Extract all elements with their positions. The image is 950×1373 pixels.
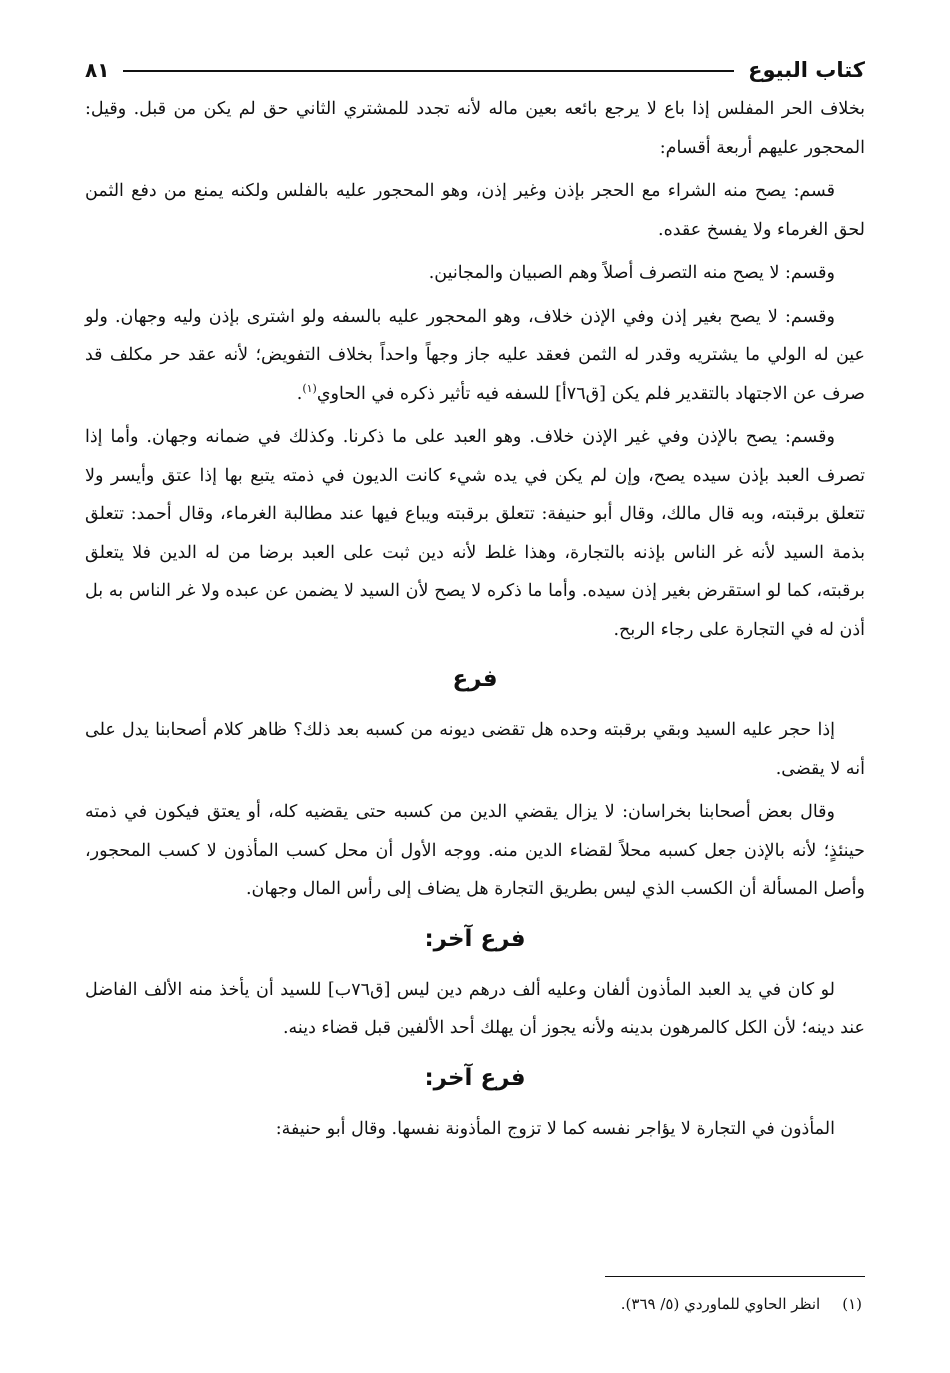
main-text	[85, 90, 865, 1153]
page-header	[85, 50, 865, 90]
paragraph-2: قسم: يصح منه الشراء مع الحجر بإذن وغير إذن، وهو المحجور عليه بالفلس ولكنه يمنع من دفع الثمن لحق الغرماء ولا يفسخ عقده.	[85, 181, 865, 240]
paragraph-9: المأذون في التجارة لا يؤاجر نفسه كما لا تزوج المأذونة نفسها. وقال أبو حنيفة:	[275, 1118, 835, 1139]
paragraph-7: وقال بعض أصحابنا بخراسان: لا يزال يقضي الدين من كسبه حتى يقضيه كله، أو يعتق فيكون في ذمته حينئذٍ؛ لأنه بالإذن جعل كسبه محلاً لقضاء الدين منه. ووجه الأول أن محل كسب المأذون لا كسب المحجور، وأصل المسألة أن الكسب الذي ليس بطريق التجارة هل يضاف إلى رأس المال وجهان.	[85, 802, 865, 899]
paragraph-1: بخلاف الحر المفلس إذا باع لا يرجع بائعه بعين ماله لأنه تجدد للمشتري الثاني حق لم يكن من قبل. وقيل: المحجور عليهم أربعة أقسام:	[85, 99, 865, 158]
section-heading-1: فرع	[452, 666, 498, 692]
page-number: ٨١	[85, 58, 110, 82]
header-rule	[123, 70, 734, 72]
paragraph-8: لو كان في يد العبد المأذون ألفان وعليه ألف درهم دين ليس [ق٧٦ب] للسيد أن يأخذ منه الألف الفاضل عند دينه؛ لأن الكل كالمرهون بدينه ولأنه يجوز أن يهلك أحد الألفين قبل قضاء دينه.	[85, 979, 865, 1038]
footnote	[85, 1290, 862, 1318]
footnote-text: انظر الحاوي للماوردي (٥/ ٣٦٩).	[620, 1295, 821, 1313]
paragraph-4	[85, 298, 865, 414]
footnote-reference[interactable]: (١)	[302, 381, 317, 395]
paragraph-4-end: .	[296, 383, 303, 404]
section-heading-2: فرع آخر:	[424, 925, 526, 952]
section-heading-3: فرع آخر:	[424, 1064, 526, 1091]
chapter-title: كتاب البيوع	[748, 58, 865, 82]
footnote-number: (١)	[842, 1295, 862, 1313]
footnote-divider	[605, 1276, 865, 1277]
paragraph-4-text: وقسم: لا يصح بغير إذن وفي الإذن خلاف، وهو المحجور عليه بالسفه ولو اشترى بإذن وليه وجهان. ولو عين له الولي ما يشتريه وقدر له الثمن فعقد عليه جاز وجهاً واحداً بخلاف التفويض؛ لأنه عقد حر مكلف قد صرف عن الاجتهاد بالتقدير فلم يكن [ق٧٦أ] للسفه فيه تأثير ذكره في الحاوي	[85, 306, 865, 404]
paragraph-6: إذا حجر عليه السيد وبقي برقبته وحده هل تقضى ديونه من كسبه بعد ذلك؟ ظاهر كلام أصحابنا يدل على أنه لا يقضى.	[85, 720, 865, 779]
paragraph-3: وقسم: لا يصح منه التصرف أصلاً وهم الصبيان والمجانين.	[428, 263, 835, 283]
paragraph-5: وقسم: يصح بالإذن وفي غير الإذن خلاف. وهو العبد على ما ذكرنا. وكذلك في ضمانه وجهان. وأما إذا تصرف العبد بإذن سيده يصح، وإن لم يكن في يده شيء كانت الديون في ذمته يتبع بها إذا عتق وأيسر ولا تتعلق برقبته، وبه قال مالك، وقال أبو حنيفة: تتعلق برقبته ويباع فيها عند مطالبة الغرماء، وقال أحمد: تتعلق بذمة السيد لأنه غر الناس بإذنه بالتجارة، وهذا غلط لأنه دين ثبت على العبد برضا من له الدين فلا يتعلق برقبته، كما لو استقرض بغير إذن سيده. وأما ما ذكره لا يصح لأن السيد لا يضمن عن عبده ولا غر الناس به بل أذن له في التجارة على رجاء الربح.	[85, 427, 865, 640]
